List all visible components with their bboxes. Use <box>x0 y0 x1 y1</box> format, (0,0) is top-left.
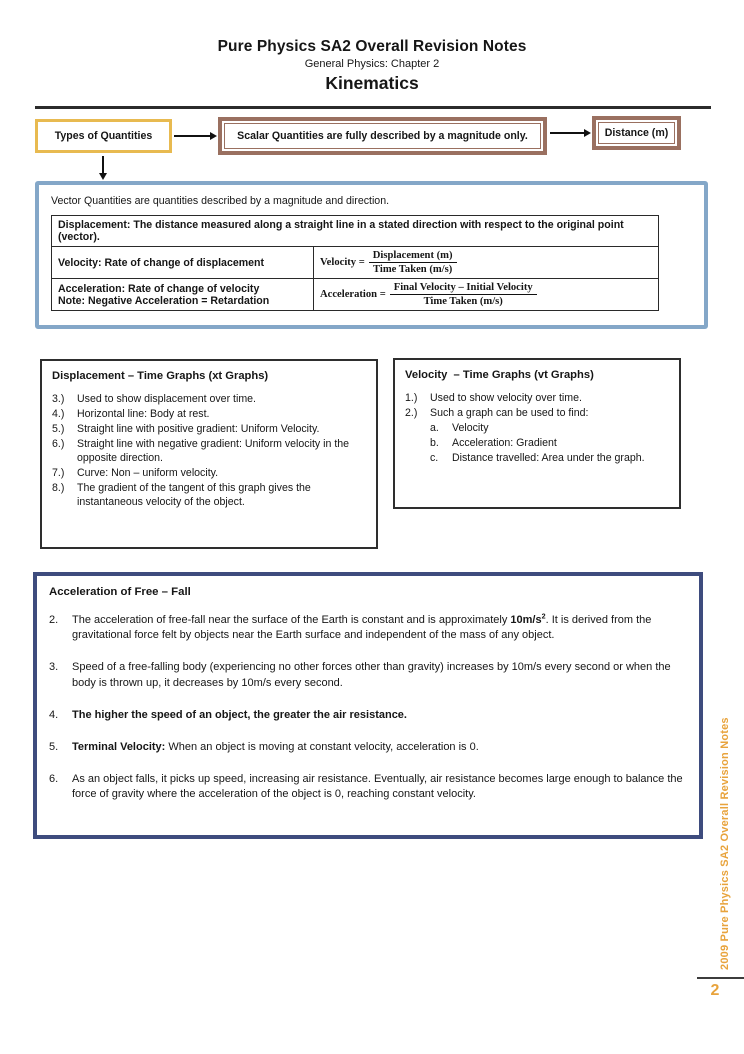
list-item-text: Acceleration: Gradient <box>452 436 557 449</box>
arrow-line <box>174 135 210 137</box>
title-block <box>0 38 744 94</box>
velocity-formula <box>314 247 659 279</box>
list-item-text: Such a graph can be used to find: <box>430 406 589 419</box>
list-item-number: 5. <box>49 740 59 753</box>
list-item <box>52 423 366 437</box>
list-item-number: 6. <box>49 773 59 786</box>
formula-lhs: Velocity = <box>320 257 365 268</box>
list-item <box>49 660 685 690</box>
distance-label: Distance (m) <box>604 127 669 139</box>
scalar-quantities-label: Scalar Quantities are fully described by a magnitude only. <box>237 130 528 142</box>
list-item-number: 4.) <box>52 407 65 420</box>
freefall-panel-title: Acceleration of Free – Fall <box>49 586 191 598</box>
list-item-number: 8.) <box>52 481 65 494</box>
list-item <box>49 772 685 802</box>
xt-panel-title: Displacement – Time Graphs (xt Graphs) <box>52 370 269 382</box>
list-item-number: 6.) <box>52 437 65 450</box>
table-row <box>52 216 659 247</box>
list-item-number: 4. <box>49 708 59 721</box>
arrow-right-icon <box>174 132 217 140</box>
arrow-line <box>102 156 104 173</box>
doc-title: Pure Physics SA2 Overall Revision Notes <box>217 38 527 55</box>
displacement-definition: Displacement: The distance measured along a straight line in a stated direction with respect to the original point (vector). <box>52 216 659 247</box>
table-row <box>52 279 659 311</box>
distance-box <box>592 116 681 150</box>
list-item-number: 1.) <box>405 392 418 404</box>
acceleration-note: Note: Negative Acceleration = Retardation <box>58 294 270 307</box>
list-item-text: Speed of a free-falling body (experiencing no other forces other than gravity) increases by 10m/s every second or when the body is thrown up, it decreases by 10m/s every second. <box>72 661 671 689</box>
list-item-number: 3. <box>49 661 59 674</box>
definitions-table <box>51 215 659 311</box>
fraction <box>390 282 537 307</box>
fraction-numerator: Final Velocity – Initial Velocity <box>390 282 537 295</box>
page-number-divider <box>697 977 744 979</box>
list-item-number: 2. <box>49 614 59 626</box>
arrow-head <box>210 132 217 140</box>
list-item-text: Used to show displacement over time. <box>77 393 256 405</box>
list-item-text: As an object falls, it picks up speed, increasing air resistance. Eventually, air resistance becomes large enough to balance the force of gravity where the acceleration of the object is 0, reaching constant velocity. <box>72 773 683 801</box>
list-item-text: The acceleration of free-fall near the surface of the Earth is constant and is approximately $10m/s^2$. It is derived from the gravitational force felt by objects near the Earth surface and independent of the mass of any object. <box>72 612 652 642</box>
vector-intro: Vector Quantities are quantities described by a magnitude and direction. <box>51 195 390 207</box>
list-item <box>430 422 669 436</box>
velocity-definition: Velocity: Rate of change of displacement <box>52 247 314 279</box>
list-item-number: c. <box>430 451 439 464</box>
list-item <box>49 740 685 755</box>
list-item-text: Distance travelled: Area under the graph. <box>452 451 645 464</box>
vt-panel-title: Velocity – Time Graphs (vt Graphs) <box>405 369 594 381</box>
vt-graphs-panel <box>393 358 681 509</box>
list-item <box>49 613 685 643</box>
page-number: 2 <box>710 982 720 999</box>
list-item <box>405 392 669 406</box>
fraction-denominator: Time Taken (m/s) <box>373 264 453 275</box>
list-item <box>405 407 669 421</box>
list-item-number: a. <box>430 421 439 434</box>
xt-list <box>52 393 366 510</box>
vt-list <box>405 392 669 466</box>
list-item-text: The gradient of the tangent of this graph gives the instantaneous velocity of the object. <box>77 481 311 508</box>
arrow-line <box>550 132 584 134</box>
types-of-quantities-box <box>35 119 172 153</box>
arrow-right-icon <box>550 129 591 137</box>
list-item <box>52 467 366 481</box>
list-item <box>52 482 366 510</box>
list-item <box>49 708 685 723</box>
arrow-head <box>584 129 591 137</box>
fraction <box>369 250 457 275</box>
list-item-text: Terminal Velocity: When an object is moving at constant velocity, acceleration is 0. <box>72 740 479 753</box>
list-item-number: b. <box>430 436 439 449</box>
list-item-text: Velocity <box>452 421 489 434</box>
list-item-number: 5.) <box>52 422 65 435</box>
list-item-text: Straight line with negative gradient: Uniform velocity in the opposite direction. <box>77 437 350 464</box>
list-item-text: The higher the speed of an object, the greater the air resistance. <box>72 708 407 721</box>
list-item <box>430 452 669 466</box>
formula-lhs: Acceleration = <box>320 289 386 300</box>
list-item-text: Curve: Non – uniform velocity. <box>77 466 219 479</box>
vector-quantities-panel <box>35 181 708 329</box>
arrow-down-icon <box>99 156 107 180</box>
fraction-numerator: Displacement (m) <box>369 250 457 263</box>
acceleration-formula <box>314 279 659 311</box>
list-item-text: Used to show velocity over time. <box>430 392 582 404</box>
arrow-head <box>99 173 107 180</box>
list-item-text: Horizontal line: Body at rest. <box>77 407 210 420</box>
list-item <box>52 408 366 422</box>
list-item-text: Straight line with positive gradient: Uniform Velocity. <box>77 422 320 435</box>
xt-graphs-panel <box>40 359 378 549</box>
scalar-quantities-box <box>218 117 547 155</box>
sidebar-vertical-title: 2009 Pure Physics SA2 Overall Revision Notes <box>719 717 731 970</box>
fraction-denominator: Time Taken (m/s) <box>423 296 503 307</box>
title-divider <box>35 106 711 109</box>
list-item-number: 2.) <box>405 406 418 419</box>
chapter-title: Kinematics <box>325 73 419 93</box>
freefall-panel <box>33 572 703 839</box>
list-item <box>52 393 366 407</box>
types-of-quantities-label: Types of Quantities <box>54 130 153 142</box>
freefall-list <box>49 613 685 802</box>
list-item-number: 3.) <box>52 393 65 405</box>
doc-subtitle: General Physics: Chapter 2 <box>304 58 440 70</box>
list-item <box>430 437 669 451</box>
acceleration-definition-line: Acceleration: Rate of change of velocity <box>58 282 260 295</box>
list-item <box>52 438 366 466</box>
acceleration-definition <box>52 279 314 311</box>
list-item-number: 7.) <box>52 466 65 479</box>
table-row <box>52 247 659 279</box>
